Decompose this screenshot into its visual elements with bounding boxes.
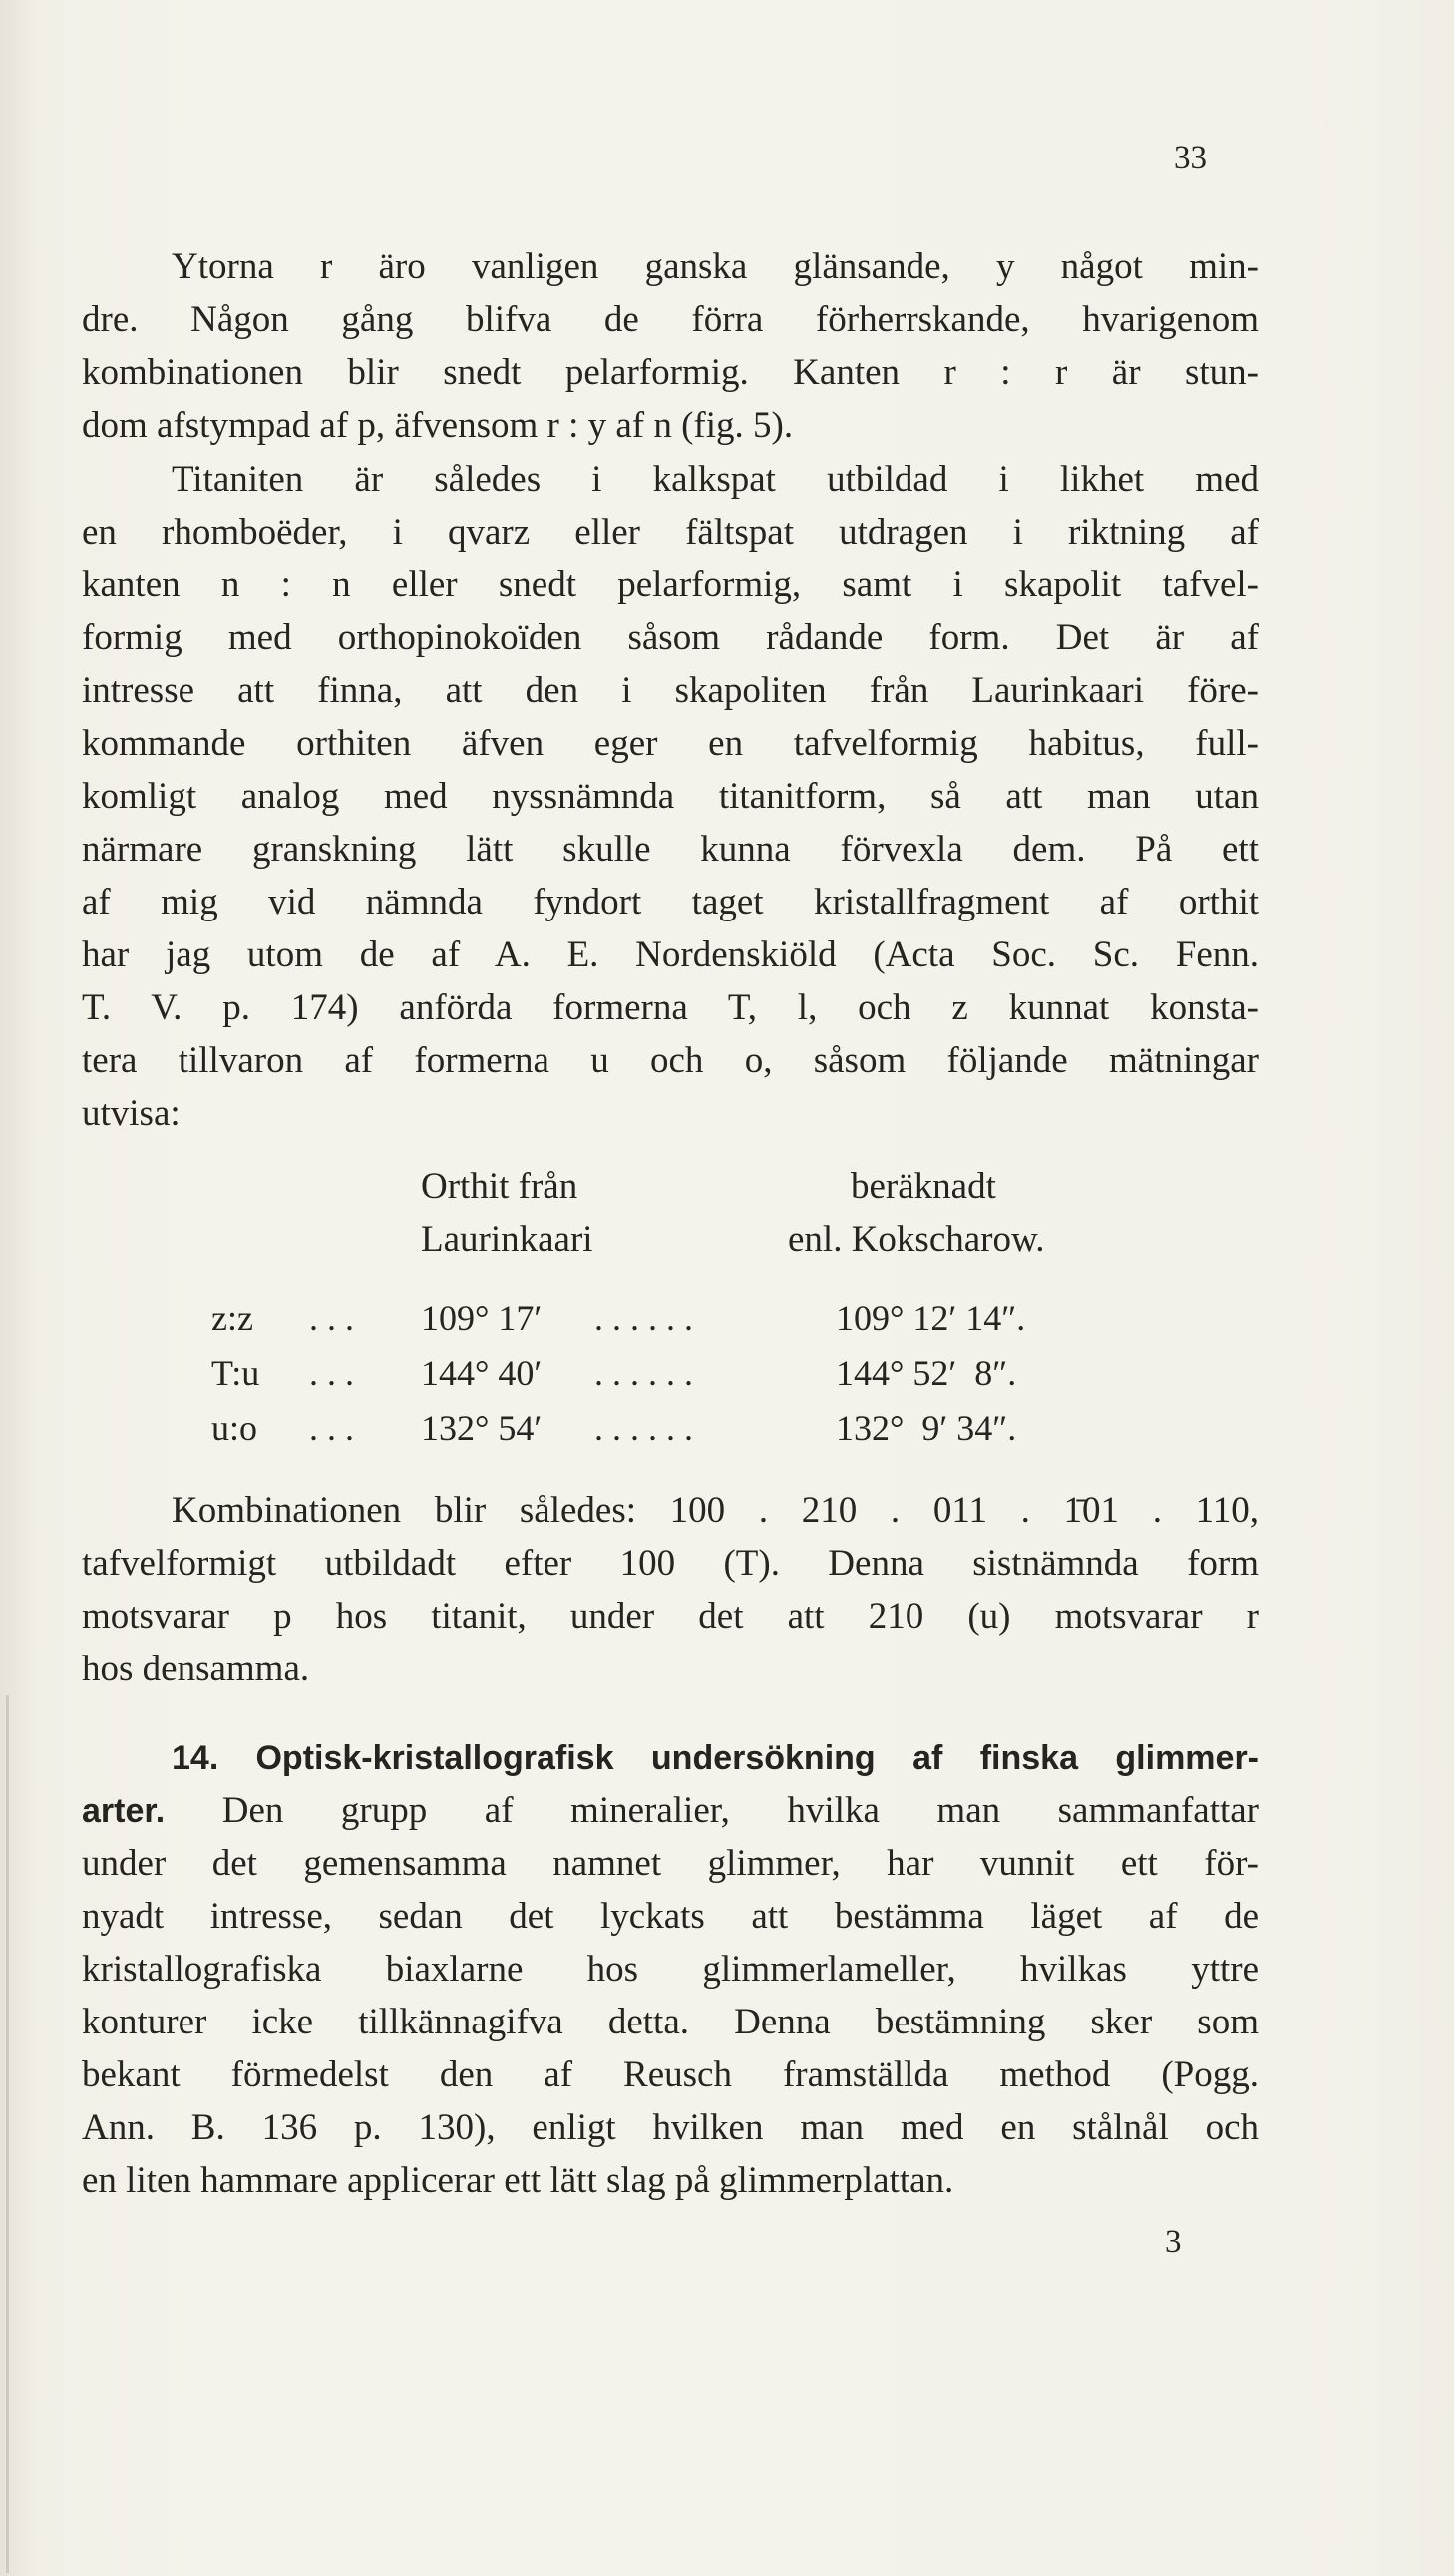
gutter-shadow [6, 1695, 9, 2573]
section-title-cont: arter. [82, 1792, 166, 1830]
text-line: dre. Någon gång blifva de förra förherrskande, hvarigenom [82, 299, 1259, 340]
section-first-text: Den grupp af mineralier, hvilka man sammanfattar [221, 1790, 1260, 1831]
text-line: tera tillvaron af formerna u och o, såsom följande mätningar [82, 1040, 1259, 1081]
leader-dots: . . . . . . [594, 1298, 693, 1338]
leader-dots: . . . [309, 1408, 354, 1448]
text-line: kanten n : n eller snedt pelarformig, samt i skapolit tafvel- [82, 564, 1259, 605]
text-line: T. V. p. 174) anförda formerna T, l, och z kunnat konsta- [82, 987, 1259, 1028]
text-line: Ytorna r äro vanligen ganska glänsande, y något min- [172, 246, 1259, 287]
table-row-measured: 132° 54′ [421, 1408, 543, 1448]
table-row-calculated: 132° 9′ 34″. [836, 1408, 1017, 1448]
table-col2-header: enl. Kokscharow. [788, 1219, 1045, 1260]
text-line: nyadt intresse, sedan det lyckats att bestämma läget af de [82, 1896, 1259, 1937]
text-line: närmare granskning lätt skulle kunna förvexla dem. På ett [82, 829, 1259, 870]
text-line: utvisa: [82, 1093, 181, 1134]
section-number: 14. [172, 1739, 219, 1777]
text-line: motsvarar p hos titanit, under det att 210 (u) motsvarar r [82, 1596, 1259, 1637]
text-line: formig med orthopinokoïden såsom rådande form. Det är af [82, 617, 1259, 658]
text-line: konturer icke tillkännagifva detta. Denna bestämning sker som [82, 2002, 1259, 2042]
table-row-calculated: 109° 12′ 14″. [836, 1298, 1026, 1338]
table-col1-header: Laurinkaari [421, 1219, 593, 1260]
table-row-label: T:u [211, 1353, 260, 1393]
table-col1-header: Orthit från [421, 1166, 578, 1207]
leader-dots: . . . . . . [594, 1353, 693, 1393]
leader-dots: . . . [309, 1298, 354, 1338]
signature-mark: 3 [1165, 2224, 1182, 2260]
text-line: intresse att finna, att den i skapoliten från Laurinkaari före- [82, 670, 1259, 711]
table-row-measured: 144° 40′ [421, 1353, 543, 1393]
page-number: 33 [1174, 140, 1207, 176]
leader-dots: . . . . . . [594, 1408, 693, 1448]
text-line: kristallografiska biaxlarne hos glimmerlameller, hvilkas yttre [82, 1949, 1259, 1990]
table-row-label: u:o [211, 1408, 258, 1448]
text-line: har jag utom de af A. E. Nordenskiöld (Acta Soc. Sc. Fenn. [82, 934, 1259, 975]
text-line: kommande orthiten äfven eger en tafvelformig habitus, full- [82, 723, 1259, 764]
text-line: kombinationen blir snedt pelarformig. Kanten r : r är stun- [82, 352, 1259, 393]
text-line: en rhomboëder, i qvarz eller fältspat utdragen i riktning af [82, 512, 1259, 552]
text-line: hos densamma. [82, 1649, 310, 1689]
table-row-label: z:z [211, 1298, 253, 1338]
table-col2-header: beräknadt [851, 1166, 996, 1207]
text-line: under det gemensamma namnet glimmer, har vunnit ett för- [82, 1843, 1259, 1884]
text-line: dom afstympad af p, äfvensom r : y af n (fig. 5). [82, 405, 794, 446]
text-line: bekant förmedelst den af Reusch framställda method (Pogg. [82, 2054, 1259, 2095]
section-title: Optisk-kristallografisk undersökning af finska glimmer- [255, 1739, 1259, 1777]
text-line: komligt analog med nyssnämnda titanitform, så att man utan [82, 776, 1259, 817]
leader-dots: . . . [309, 1353, 354, 1393]
text-line: af mig vid nämnda fyndort taget kristallfragment af orthit [82, 882, 1259, 922]
text-line: tafvelformigt utbildadt efter 100 (T). Denna sistnämnda form [82, 1543, 1259, 1584]
text-line: Kombinationen blir således: 100 . 210 . 011 . 1̄01 . 110, [172, 1490, 1259, 1531]
section-heading-line [172, 1733, 1259, 1783]
text-line [82, 1786, 1259, 1836]
text-line: Titaniten är således i kalkspat utbildad i likhet med [172, 459, 1259, 500]
text-line: Ann. B. 136 p. 130), enligt hvilken man med en stålnål och [82, 2107, 1259, 2148]
table-row-measured: 109° 17′ [421, 1298, 543, 1338]
table-row-calculated: 144° 52′ 8″. [836, 1353, 1017, 1393]
text-line: en liten hammare applicerar ett lätt slag på glimmerplattan. [82, 2160, 954, 2201]
